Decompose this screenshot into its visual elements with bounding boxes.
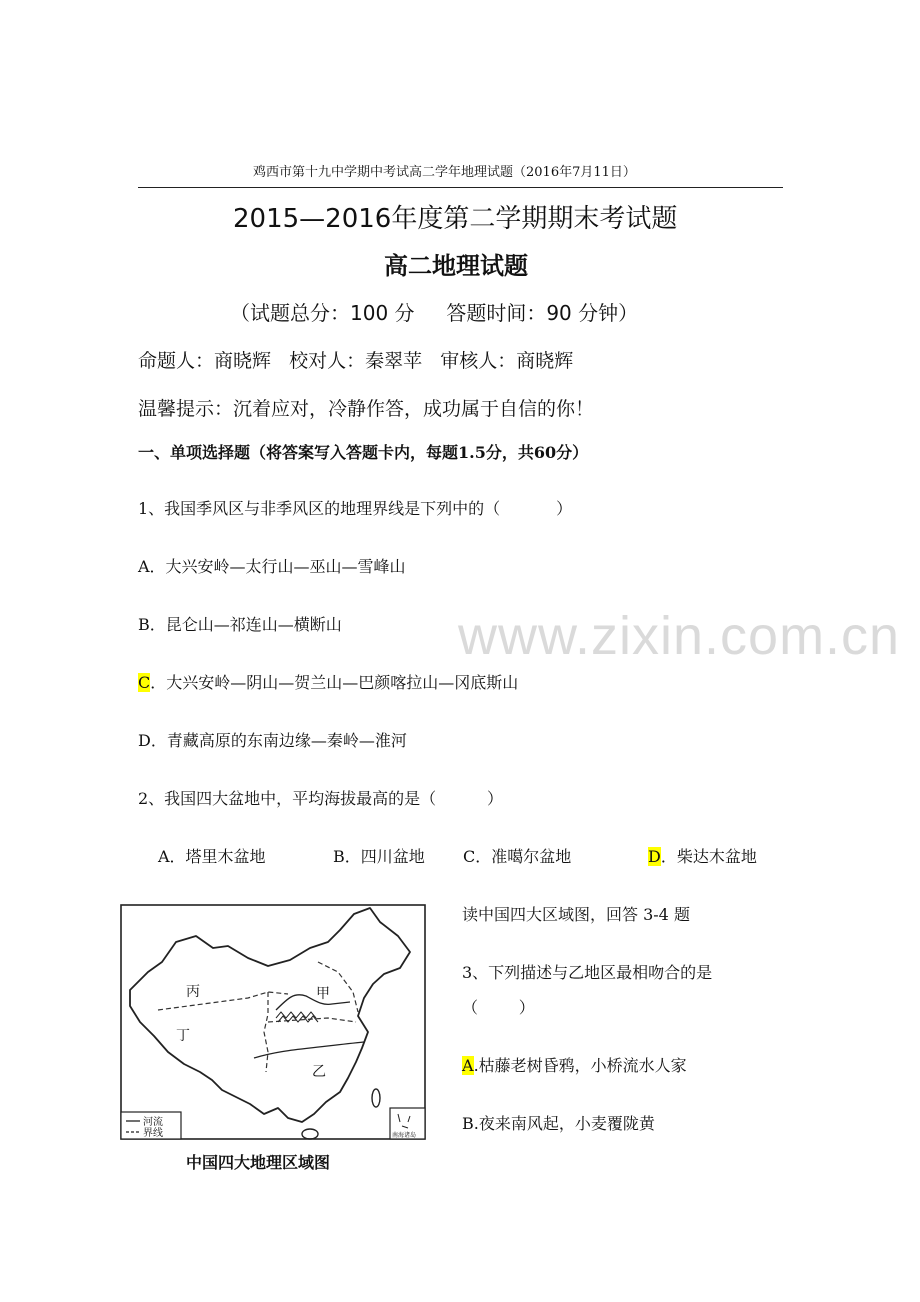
q1-option-a: A．大兴安岭—太行山—巫山—雪峰山	[138, 557, 406, 576]
map-legend	[121, 1112, 181, 1139]
header-subtitle: 鸡西市第十九中学期中考试高二学年地理试题（2016年7月11日）	[253, 165, 636, 180]
exam-title: 2015—2016年度第二学期期末考试题	[233, 204, 678, 234]
q1-answer-highlight: C	[138, 673, 151, 692]
q2-option-d-text: ．柴达木盆地	[660, 847, 757, 866]
q1-option-c	[138, 670, 518, 693]
q1-stem: 1、我国季风区与非季风区的地理界线是下列中的（ ）	[138, 499, 573, 518]
staff-line: 命题人：商晓辉 校对人：秦翠苹 审核人：商晓辉	[138, 350, 574, 372]
q1-option-d: D．青藏高原的东南边缘—秦岭—淮河	[138, 731, 407, 750]
q3-answer-highlight: A	[462, 1056, 474, 1075]
q3-paren: （ ）	[462, 998, 535, 1017]
section-heading: 一、单项选择题（将答案写入答题卡内，每题1.5分，共60分）	[138, 443, 589, 462]
q2-option-a: A．塔里木盆地	[158, 847, 266, 866]
q1-option-c-text: ．大兴安岭—阴山—贺兰山—巴颜喀拉山—冈底斯山	[150, 673, 519, 692]
q3-stem: 3、下列描述与乙地区最相吻合的是	[462, 963, 713, 982]
q3-option-a	[462, 1053, 687, 1076]
q3-option-a-text: .枯藤老树昏鸦，小桥流水人家	[473, 1056, 687, 1075]
region-label-jia: 甲	[316, 986, 330, 1002]
score-time: （试题总分：100 分 答题时间：90 分钟）	[230, 301, 639, 325]
header-rule	[138, 187, 783, 188]
map-graphic	[118, 902, 428, 1142]
q1-option-b: B．昆仑山—祁连山—横断山	[138, 615, 342, 634]
tip-line: 温馨提示：沉着应对，冷静作答，成功属于自信的你！	[138, 398, 595, 420]
q34-intro: 读中国四大区域图，回答 3-4 题	[462, 905, 690, 924]
q2-stem: 2、我国四大盆地中，平均海拔最高的是（ ）	[138, 789, 504, 808]
legend-border-label: 界线	[143, 1128, 163, 1139]
china-regions-map	[118, 902, 428, 1142]
q2-option-d	[648, 844, 757, 867]
subject-title: 高二地理试题	[384, 252, 528, 280]
watermark: www.zixin.com.cn	[458, 606, 901, 666]
region-label-bing: 丙	[186, 984, 200, 1000]
q2-option-c: C．准噶尔盆地	[463, 847, 572, 866]
q2-answer-highlight: D	[648, 847, 661, 866]
region-label-ding: 丁	[176, 1028, 190, 1044]
legend-river-label: 河流	[143, 1117, 163, 1128]
q3-option-b: B.夜来南风起，小麦覆陇黄	[462, 1114, 655, 1133]
inset-label: 南海诸岛	[392, 1132, 417, 1139]
map-caption: 中国四大地理区域图	[186, 1153, 331, 1172]
q2-option-b: B．四川盆地	[333, 847, 425, 866]
region-label-yi: 乙	[312, 1064, 326, 1080]
south-sea-inset	[390, 1108, 425, 1139]
